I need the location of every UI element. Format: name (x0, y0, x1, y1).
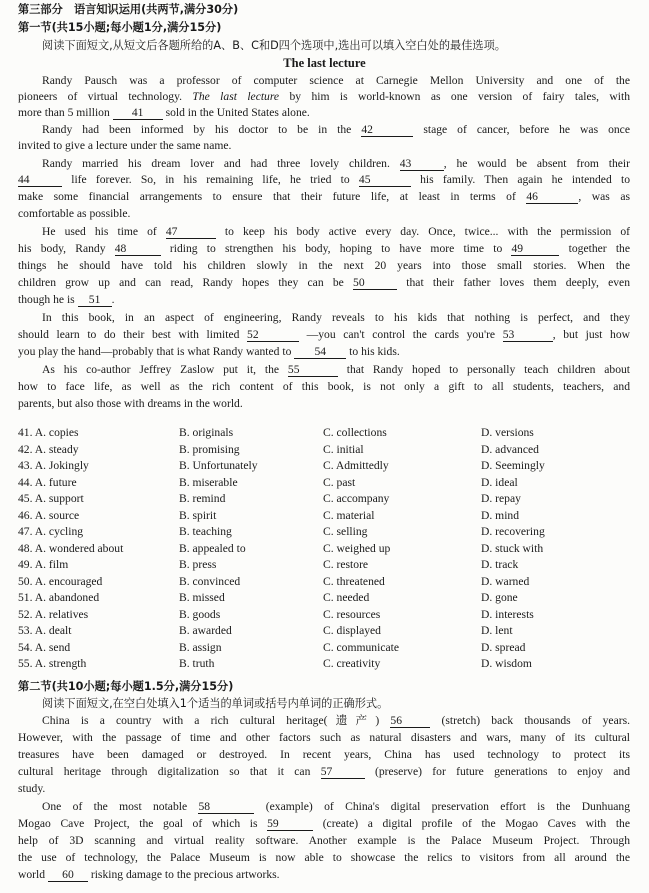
option-c[interactable]: C. displayed (323, 624, 381, 637)
passage-line: make some financial arrangements to ensure that their future life, at least in terms of 46 , was as (18, 190, 630, 203)
option-c[interactable]: C. past (323, 475, 356, 489)
passage-line: children grow up and can read, Randy hopes they can be 50 that their father loves them deeply, even (18, 276, 630, 289)
passage-line: the use of technology, the Palace Museum is now able to showcase the relics to visitors from all around the (18, 851, 630, 864)
passage-line: cultural heritage through digitalization so that it can 57 (preserve) for future generations to enjoy and (18, 765, 630, 778)
option-d[interactable]: D. gone (481, 591, 518, 604)
option-b[interactable]: B. awarded (179, 624, 232, 637)
option-a[interactable]: 42. A. steady (18, 442, 79, 456)
blank-44[interactable]: 44 (18, 173, 62, 187)
option-d[interactable]: D. warned (481, 574, 530, 588)
option-row (18, 443, 630, 460)
option-row (18, 525, 630, 542)
option-row (18, 509, 630, 526)
option-d[interactable]: D. ideal (481, 475, 518, 489)
blank-43[interactable]: 43 (400, 157, 444, 171)
option-b[interactable]: B. assign (179, 640, 222, 654)
passage-line: though he is 51 . (18, 293, 115, 306)
option-b[interactable]: B. promising (179, 442, 240, 456)
passage-line: One of the most notable 58 (example) of China's digital preservation effort is the Dunhuang (42, 800, 630, 813)
passage-line: things he should have told his children slowly in the next 20 years into those small stories. When the (18, 259, 630, 272)
passage-line: China is a country with a rich cultural heritage(遗产) 56 (stretch) back thousands of years. (42, 714, 630, 727)
option-a[interactable]: 52. A. relatives (18, 607, 89, 621)
passage-line: invited to give a lecture under the same name. (18, 139, 232, 152)
section2-instruction: 阅读下面短文,在空白处填入1个适当的单词或括号内单词的正确形式。 (42, 697, 389, 710)
option-row (18, 542, 630, 559)
option-row (18, 558, 630, 575)
option-row (18, 608, 630, 625)
passage-line: how to face life, as well as the rich content of this book, is not only a gift to all students, teachers, and (18, 380, 630, 393)
option-b[interactable]: B. teaching (179, 525, 232, 538)
blank-49[interactable]: 49 (511, 242, 559, 256)
option-b[interactable]: B. originals (179, 426, 234, 439)
blank-54[interactable]: 54 (294, 345, 346, 359)
option-c[interactable]: C. accompany (323, 492, 390, 505)
option-b[interactable]: B. miserable (179, 475, 238, 489)
option-c[interactable]: C. creativity (323, 657, 381, 670)
option-c[interactable]: C. communicate (323, 640, 399, 654)
option-d[interactable]: D. Seemingly (481, 459, 545, 472)
option-b[interactable]: B. goods (179, 607, 221, 621)
blank-55[interactable]: 55 (288, 363, 338, 377)
option-a[interactable]: 44. A. future (18, 475, 77, 489)
blank-41[interactable]: 41 (113, 106, 163, 120)
option-row (18, 426, 630, 443)
option-b[interactable]: B. remind (179, 492, 226, 505)
passage-line: Randy married his dream lover and had three lovely children. 43 , he would be absent from their (42, 157, 630, 170)
option-b[interactable]: B. truth (179, 657, 215, 670)
option-a[interactable]: 50. A. encouraged (18, 574, 103, 588)
section2-heading: 第二节(共10小题;每小题1.5分,满分15分) (18, 680, 234, 693)
option-c[interactable]: C. material (323, 508, 375, 522)
option-a[interactable]: 55. A. strength (18, 657, 87, 670)
blank-59[interactable]: 59 (267, 817, 313, 831)
passage-line: However, with the passage of time and other factors such as natural disasters and wars, many of its cultural (18, 731, 630, 744)
option-b[interactable]: B. appealed to (179, 541, 246, 555)
blank-58[interactable]: 58 (198, 800, 254, 814)
passage-line: you play the hand—probably that is what Randy wanted to 54 to his kids. (18, 345, 400, 358)
option-b[interactable]: B. convinced (179, 574, 241, 588)
passage-line: As his co-author Jeffrey Zaslow put it, the 55 that Randy hoped to personally teach children about (42, 363, 630, 376)
option-c[interactable]: C. needed (323, 591, 370, 604)
option-row (18, 591, 630, 608)
option-row (18, 657, 630, 674)
blank-52[interactable]: 52 (247, 328, 299, 342)
option-c[interactable]: C. Admittedly (323, 459, 389, 472)
option-row (18, 624, 630, 641)
option-d[interactable]: D. track (481, 558, 519, 571)
blank-45[interactable]: 45 (359, 173, 411, 187)
passage-line: In this book, in an aspect of engineering, Randy reveals to his kids that nothing is perfect, and they (42, 311, 630, 324)
passage-line: Randy had been informed by his doctor to be in the 42 stage of cancer, before he was once (42, 123, 630, 136)
option-row (18, 575, 630, 592)
blank-42[interactable]: 42 (361, 123, 413, 137)
option-a[interactable]: 47. A. cycling (18, 525, 84, 538)
options-list (18, 426, 630, 674)
option-d[interactable]: D. interests (481, 607, 534, 621)
option-a[interactable]: 43. A. Jokingly (18, 459, 89, 472)
option-a[interactable]: 46. A. source (18, 508, 80, 522)
blank-51[interactable]: 51 (78, 293, 112, 307)
blank-50[interactable]: 50 (353, 276, 397, 290)
passage-line: world 60 risking damage to the precious artworks. (18, 868, 280, 881)
option-a[interactable]: 41. A. copies (18, 426, 79, 439)
option-d[interactable]: D. stuck with (481, 541, 544, 555)
passage-title: The last lecture (283, 56, 366, 70)
option-c[interactable]: C. selling (323, 525, 368, 538)
option-d[interactable]: D. recovering (481, 525, 545, 538)
passage-line: study. (18, 782, 46, 795)
blank-47[interactable]: 47 (166, 225, 216, 239)
section1-instruction: 阅读下面短文,从短文后各题所给的A、B、C和D四个选项中,选出可以填入空白处的最佳选项。 (42, 39, 506, 52)
option-a[interactable]: 45. A. support (18, 492, 84, 505)
option-d[interactable]: D. spread (481, 640, 526, 654)
option-d[interactable]: D. versions (481, 426, 534, 439)
passage-line: Randy Pausch was a professor of computer science at Carnegie Mellon University and one of the (42, 74, 630, 87)
option-b[interactable]: B. spirit (179, 508, 217, 522)
passage-line: Mogao Cave Project, the goal of which is 59 (create) a digital profile of the Mogao Caves with the (18, 817, 630, 830)
option-row (18, 492, 630, 509)
option-d[interactable]: D. advanced (481, 442, 539, 456)
passage-line: comfortable as possible. (18, 207, 131, 220)
option-a[interactable]: 54. A. send (18, 640, 71, 654)
passage-line: his body, Randy 48 riding to strengthen his body, hoping to have more time to 49 together the (18, 242, 630, 255)
passage-line: more than 5 million 41 sold in the United States alone. (18, 106, 310, 119)
passage-line: should learn to do their best with limited 52 —you can't control the cards you're 53 , but just how (18, 328, 630, 341)
option-d[interactable]: D. wisdom (481, 657, 532, 670)
option-c[interactable]: C. collections (323, 426, 387, 439)
option-d[interactable]: D. mind (481, 508, 520, 522)
passage-line: 44 life forever. So, in his remaining life, he tried to 45 his family. Then again he intended to (18, 173, 630, 186)
option-row (18, 476, 630, 493)
blank-46[interactable]: 46 (526, 190, 578, 204)
option-d[interactable]: D. repay (481, 492, 521, 505)
option-row (18, 641, 630, 658)
option-a[interactable]: 49. A. film (18, 558, 69, 571)
option-a[interactable]: 53. A. dealt (18, 624, 72, 637)
section1-heading: 第一节(共15小题;每小题1分,满分15分) (18, 21, 222, 34)
option-a[interactable]: 51. A. abandoned (18, 591, 100, 604)
passage-line: pioneers of virtual technology. The last lecture by him is world-known as one version of fairy tales, with (18, 90, 630, 103)
passage-line: help of 3D scanning and virtual reality software. Another example is the Palace Museum Project. Through (18, 834, 630, 847)
option-c[interactable]: C. threatened (323, 574, 385, 588)
option-c[interactable]: C. weighed up (323, 541, 391, 555)
option-d[interactable]: D. lent (481, 624, 513, 637)
blank-53[interactable]: 53 (503, 328, 553, 342)
option-b[interactable]: B. Unfortunately (179, 459, 258, 472)
book-title: The last lecture (192, 90, 280, 103)
option-row (18, 459, 630, 476)
option-a[interactable]: 48. A. wondered about (18, 541, 124, 555)
passage-line: treasures have been damaged or destroyed. In recent years, China has used technology to protect its (18, 748, 630, 761)
option-b[interactable]: B. missed (179, 591, 225, 604)
option-c[interactable]: C. resources (323, 607, 381, 621)
passage-line: parents, but also those with dreams in the world. (18, 397, 243, 410)
passage-line: He used his time of 47 to keep his body active every day. Once, twice... with the permission of (42, 225, 630, 238)
option-c[interactable]: C. restore (323, 558, 369, 571)
option-c[interactable]: C. initial (323, 442, 364, 456)
option-b[interactable]: B. press (179, 558, 217, 571)
blank-57[interactable]: 57 (321, 765, 365, 779)
blank-60[interactable]: 60 (48, 868, 88, 882)
blank-56[interactable]: 56 (390, 714, 430, 728)
part-heading: 第三部分 语言知识运用(共两节,满分30分) (18, 3, 239, 16)
blank-48[interactable]: 48 (115, 242, 161, 256)
